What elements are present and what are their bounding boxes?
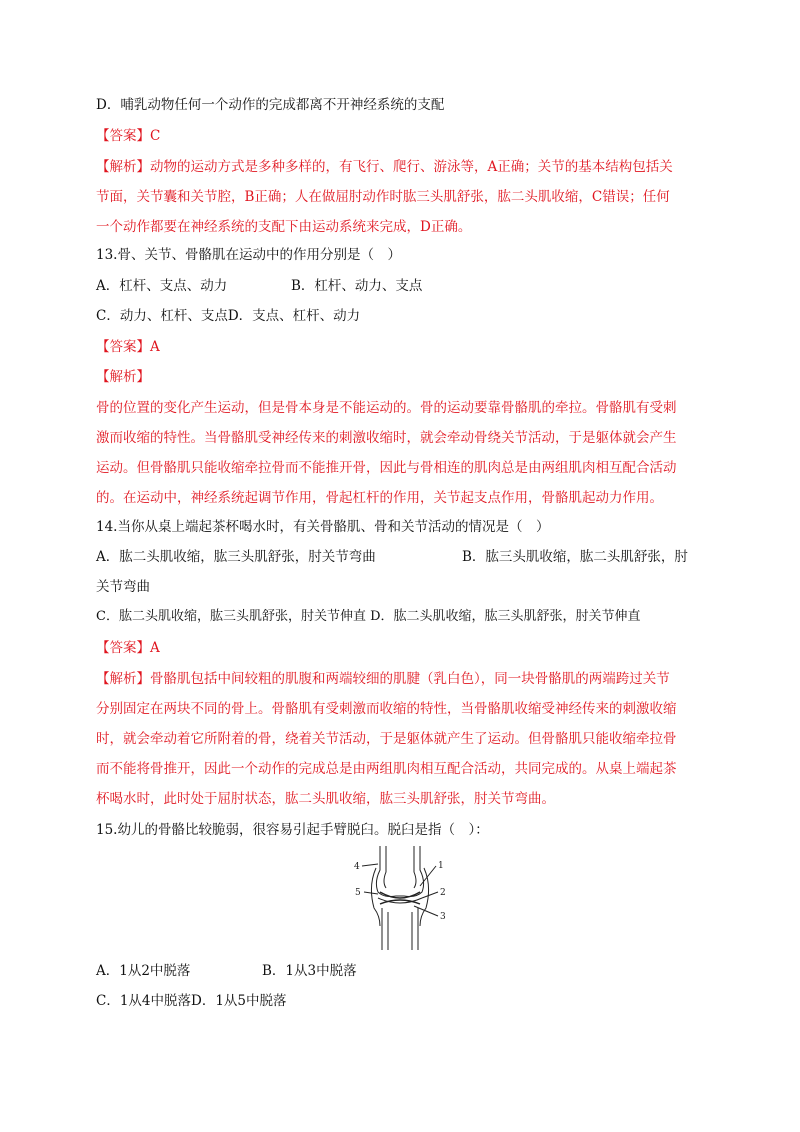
answer-tag: 【答案】 <box>96 128 150 144</box>
q13-analysis-tag: 【解析】 <box>96 369 150 385</box>
q15-option-b: B．1从3中脱落 <box>262 963 357 979</box>
q14-option-a: A．肱二头肌收缩，肱三头肌舒张，肘关节弯曲 <box>96 549 376 565</box>
analysis-line: 而不能将骨推开，因此一个动作的完成总是由两组肌肉相互配合活动，共同完成的。从桌上端起茶 <box>96 761 677 777</box>
analysis-line: 节面，关节囊和关节腔，B正确；人在做屈肘动作时肱三头肌舒张，肱二头肌收缩，C错误；任何 <box>96 189 670 205</box>
knee-joint-diagram <box>340 842 460 954</box>
analysis-line: 时，就会牵动着它所附着的骨，绕着关节活动，于是躯体就产生了运动。但骨骼肌只能收缩牵拉骨 <box>96 731 677 747</box>
q14-answer <box>96 639 160 657</box>
q13-analysis <box>96 393 708 513</box>
analysis-line: 的。在运动中，神经系统起调节作用，骨起杠杆的作用，关节起支点作用，骨骼肌起动力作用。 <box>96 490 663 506</box>
q13-option-b: B．杠杆、动力、支点 <box>291 278 423 294</box>
q14-question: 14.当你从桌上端起茶杯喝水时，有关骨骼肌、骨和关节活动的情况是（ ） <box>96 519 550 535</box>
analysis-line: 运动。但骨骼肌只能收缩牵拉骨而不能推开骨，因此与骨相连的肌肉总是由两组肌肉相互配合活动 <box>96 460 677 476</box>
q12-analysis <box>96 152 708 242</box>
analysis-line: 杯喝水时，此时处于屈肘状态，肱二头肌收缩，肱三头肌舒张，肘关节弯曲。 <box>96 791 555 807</box>
q12-answer <box>96 127 160 145</box>
q15-option-cd: C．1从4中脱落D．1从5中脱落 <box>96 993 287 1009</box>
answer-value: A <box>150 640 160 656</box>
analysis-tag: 【解析】 <box>96 671 150 687</box>
q14-analysis <box>96 664 708 814</box>
q14-option-cd: C．肱二头肌收缩，肱三头肌舒张，肘关节伸直 D．肱二头肌收缩，肱三头肌舒张，肘关节伸直 <box>96 609 641 624</box>
analysis-line: 骨骼肌包括中间较粗的肌腹和两端较细的肌腱（乳白色），同一块骨骼肌的两端跨过关节 <box>150 671 670 687</box>
q13-question: 13.骨、关节、骨骼肌在运动中的作用分别是（ ） <box>96 247 401 263</box>
q13-answer <box>96 338 160 356</box>
analysis-tag: 【解析】 <box>96 159 150 175</box>
q13-option-a: A．杠杆、支点、动力 <box>96 278 228 294</box>
q15-question: 15.幼儿的骨骼比较脆弱，很容易引起手臂脱臼。脱臼是指（ ）： <box>96 822 489 838</box>
q12-option-d: D．哺乳动物任何一个动作的完成都离不开神经系统的支配 <box>96 97 445 113</box>
answer-value: C <box>150 128 161 144</box>
analysis-line: 激而收缩的特性。当骨骼肌受神经传来的刺激收缩时，就会牵动骨绕关节活动，于是躯体就会产生 <box>96 430 677 446</box>
q15-option-a: A．1从2中脱落 <box>96 963 191 979</box>
figure-label-3: 3 <box>440 912 446 922</box>
answer-value: A <box>150 339 160 355</box>
figure-label-2: 2 <box>440 888 446 898</box>
figure-label-4: 4 <box>354 862 360 872</box>
analysis-line: 动物的运动方式是多种多样的，有飞行、爬行、游泳等，A正确；关节的基本结构包括关 <box>150 159 673 175</box>
answer-tag: 【答案】 <box>96 640 150 656</box>
q14-option-b-cont: 关节弯曲 <box>96 579 150 595</box>
analysis-line: 分别固定在两块不同的骨上。骨骼肌有受刺激而收缩的特性，当骨骼肌收缩受神经传来的刺激收缩 <box>96 701 677 717</box>
analysis-line: 骨的位置的变化产生运动，但是骨本身是不能运动的。骨的运动要靠骨骼肌的牵拉。骨骼肌有受刺 <box>96 400 677 416</box>
figure-label-1: 1 <box>438 861 444 871</box>
q13-option-cd: C．动力、杠杆、支点D．支点、杠杆、动力 <box>96 308 361 324</box>
q14-option-b: B．肱三头肌收缩，肱二头肌舒张，肘 <box>462 549 688 565</box>
analysis-line: 一个动作都要在神经系统的支配下由运动系统来完成，D正确。 <box>96 219 472 235</box>
answer-tag: 【答案】 <box>96 339 150 355</box>
figure-label-5: 5 <box>355 888 361 898</box>
